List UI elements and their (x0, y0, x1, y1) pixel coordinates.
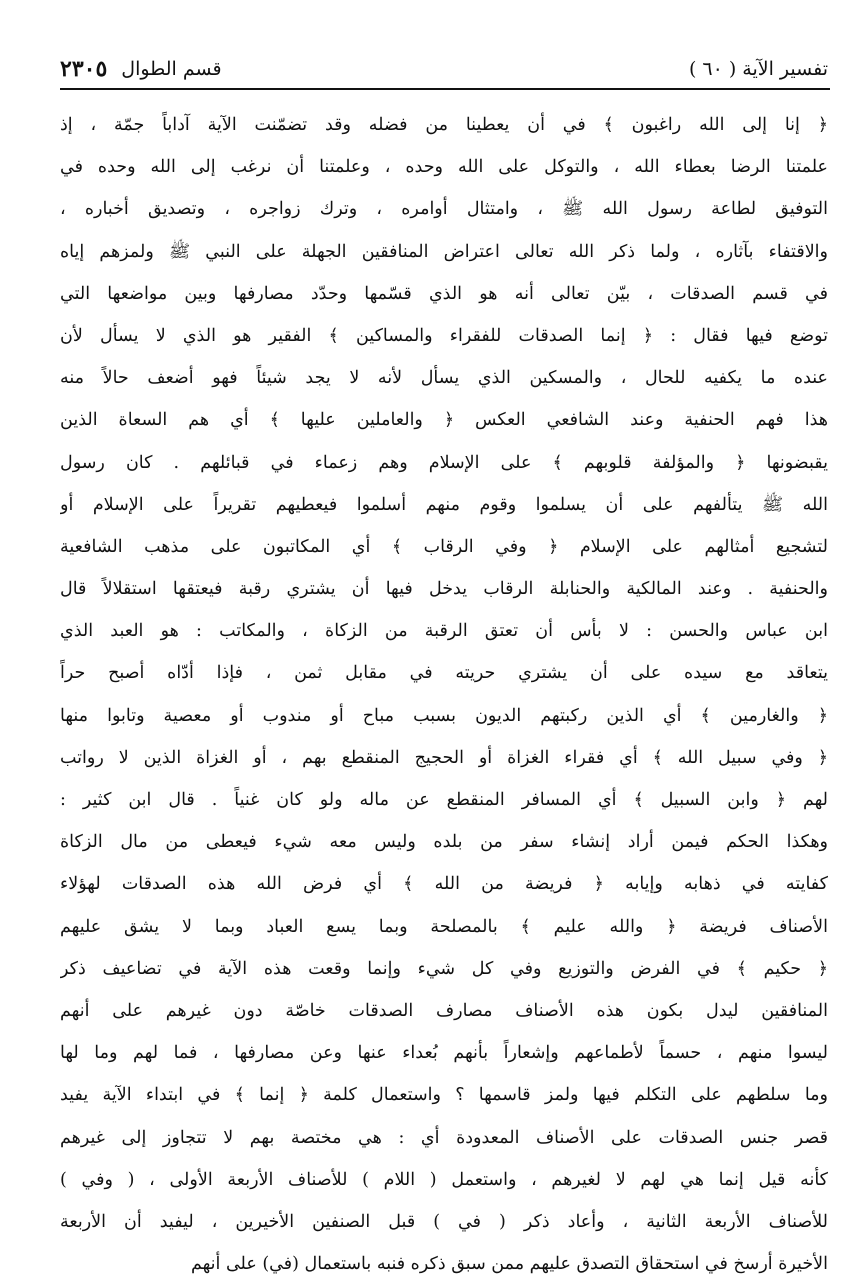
text-line: ﴿ وفي سبيل الله ﴾ أي فقراء الغزاة أو الحجيج المنقطع بهم ، أو الغزاة الذين لا رواتب (60, 747, 828, 768)
text-line: ﴿ حكيم ﴾ في الفرض والتوزيع وفي كل شيء وإنما وقعت هذه الآية في تضاعيف ذكر (60, 958, 828, 979)
text-line: التوفيق لطاعة رسول الله ﷺ ، وامتثال أوامره ، وترك زواجره ، وتصديق أخباره ، (60, 199, 828, 220)
text-line: كفايته في ذهابه وإيابه ﴿ فريضة من الله ﴾ أي فرض الله هذه الصدقات لهؤلاء (60, 874, 828, 895)
text-line: الأخيرة أرسخ في استحقاق التصدق عليهم ممن سبق ذكره فنبه باستعمال (في) على أنهم (190, 1254, 828, 1275)
text-line: وما سلطهم على التكلم فيها ولمز قاسمها ؟ واستعمال كلمة ﴿ إنما ﴾ في ابتداء الآية يفيد (60, 1085, 828, 1106)
text-line: المنافقين ليدل بكون هذه الأصناف مصارف الصدقات خاصّة دون غيرهم على أنهم (60, 1000, 828, 1021)
text-line: ﴿ إنا إلى الله راغبون ﴾ في أن يعطينا من فضله وقد تضمّنت الآية آداباً جمّة ، إذ (60, 115, 828, 135)
running-title: تفسير الآية ( ٦٠ ) (688, 58, 828, 80)
text-line: والاقتفاء بآثاره ، ولما ذكر الله تعالى اعتراض المنافقين الجهلة على النبي ﷺ ولمزهم إياه (60, 241, 828, 262)
text-line: ﴿ والغارمين ﴾ أي الذين ركبتهم الديون بسبب مباح أو مندوب أو معصية وتابوا منها (60, 705, 828, 726)
text-line: الأصناف فريضة ﴿ والله عليم ﴾ بالمصلحة وبما يسع العباد وبما لا يشق عليهم (60, 916, 828, 937)
text-line: يتعاقد مع سيده على أن يشتري حريته في مقابل ثمن ، فإذا أدّاه أصبح حراً (60, 663, 828, 684)
text-line: هذا فهم الحنفية وعند الشافعي العكس ﴿ والعاملين عليها ﴾ أي هم السعاة الذين (60, 410, 828, 431)
text-line: الله ﷺ يتألفهم على أن يسلموا وقوم منهم أسلموا فيعطيهم تقريراً على الإسلام أو (60, 494, 828, 515)
header-right (689, 58, 828, 80)
text-line: قصر جنس الصدقات على الأصناف المعدودة أي : هي مختصة بهم لا تتجاوز إلى غيرهم (60, 1127, 828, 1148)
page-body (60, 104, 828, 1285)
text-line: لتشجيع أمثالهم على الإسلام ﴿ وفي الرقاب ﴾ أي المكاتبون على مذهب الشافعية (60, 536, 828, 557)
page-number: ٢٣٠٥ (60, 56, 108, 82)
header-left (60, 56, 222, 82)
header-rule (60, 88, 830, 90)
text-line: عنده ما يكفيه للحال ، والمسكين الذي يسأل لأنه لا يجد شيئاً فهو أضعف حالاً منه (60, 368, 828, 389)
text-line: توضع فيها فقال : ﴿ إنما الصدقات للفقراء والمساكين ﴾ الفقير هو الذي لا يسأل لأن (60, 325, 828, 346)
page-header (60, 52, 828, 86)
text-line: والحنفية . وعند المالكية والحنابلة الرقاب يدخل فيها أن يشتري رقبة فيعتقها استقلالاً قال (60, 579, 828, 600)
section-title: قسم الطوال (121, 58, 222, 80)
text-line: ابن عباس والحسن : لا بأس أن تعتق الرقبة من الزكاة ، والمكاتب : هو العبد الذي (60, 621, 828, 642)
text-line: كأنه قيل إنما هي لهم لا لغيرهم ، واستعمل ( اللام ) للأصناف الأربعة الأولى ، ( وفي ) (60, 1169, 828, 1190)
text-line: لهم ﴿ وابن السبيل ﴾ أي المسافر المنقطع عن ماله ولو كان غنياً . قال ابن كثير : (60, 790, 828, 810)
text-line: وهكذا الحكم فيمن أراد إنشاء سفر من بلده وليس معه شيء فيعطى من مال الزكاة (60, 832, 828, 853)
text-line: في قسم الصدقات ، بيّن تعالى أنه هو الذي قسّمها وحدّد مصارفها وبين مواضعها التي (60, 283, 828, 304)
text-line: ليسوا منهم ، حسماً لأطماعهم وإشعاراً بأنهم بُعداء عنها وعن مصارفها ، فما لهم وما لها (60, 1043, 828, 1064)
text-line: علمتنا الرضا بعطاء الله ، والتوكل على الله وحده ، وعلمتنا أن نرغب إلى الله وحده في (60, 157, 828, 178)
text-line: يقبضونها ﴿ والمؤلفة قلوبهم ﴾ على الإسلام وهم زعماء في قبائلهم . كان رسول (60, 452, 828, 473)
text-line: للأصناف الأربعة الثانية ، وأعاد ذكر ( في ) قبل الصنفين الأخيرين ، ليفيد أن الأربعة (60, 1211, 828, 1232)
